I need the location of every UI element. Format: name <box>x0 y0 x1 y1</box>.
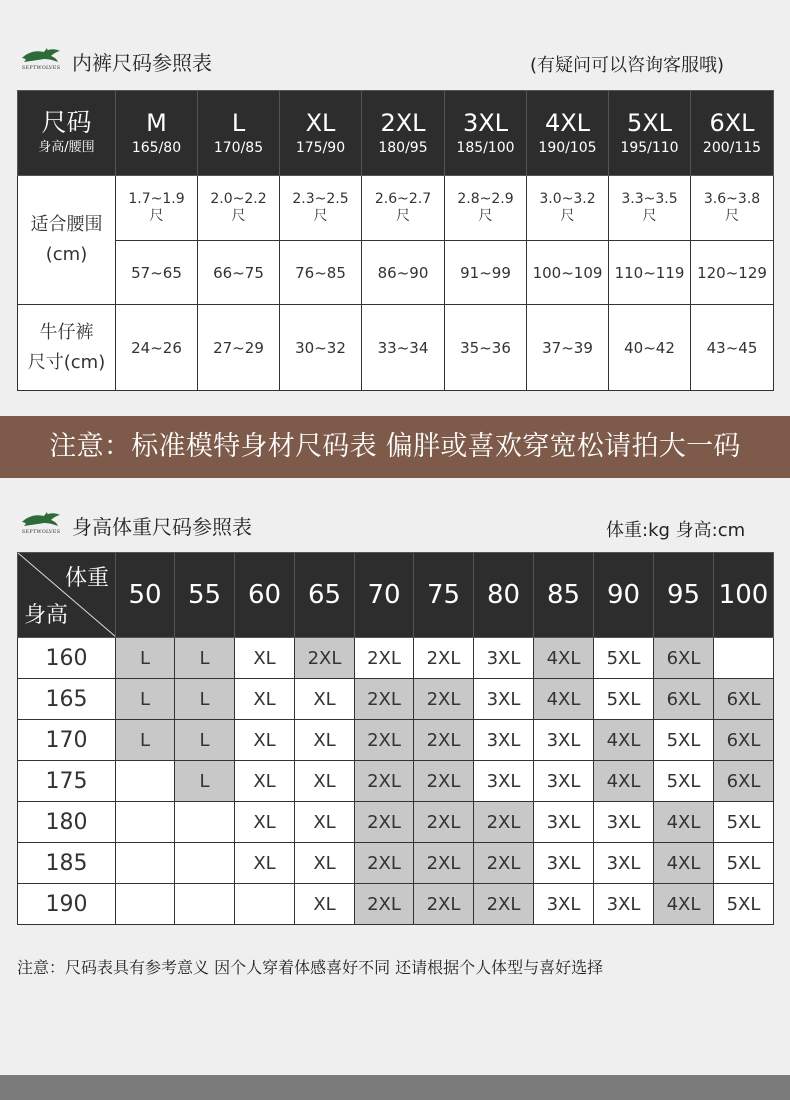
weight-header: 85 <box>534 553 594 638</box>
height-cell: 160 <box>18 638 116 679</box>
table-row <box>18 802 774 843</box>
size-cell: XL <box>235 761 295 802</box>
size-sub-label: 身高/腰围 <box>38 140 95 155</box>
waist-cm-cell: 57~65 <box>116 241 198 305</box>
size-cell: XL <box>235 720 295 761</box>
height-cell: 180 <box>18 802 116 843</box>
size-spec: 200/115 <box>702 140 762 156</box>
size-cell: 4XL <box>534 679 594 720</box>
size-spec: 195/110 <box>620 140 679 156</box>
size-cell: 2XL <box>414 720 474 761</box>
size-cell: 2XL <box>295 638 355 679</box>
waist-chi-cell: 3.3~3.5 尺 <box>609 176 691 241</box>
waist-cm-cell: 76~85 <box>280 241 362 305</box>
table-row <box>18 761 774 802</box>
size-cell: 2XL <box>474 802 534 843</box>
jeans-cell: 24~26 <box>116 305 198 391</box>
size-cell <box>714 638 774 679</box>
size-header <box>198 91 280 176</box>
size-header <box>116 91 198 176</box>
waist-label: 适合腰围 <box>30 214 103 235</box>
size-cell: XL <box>235 638 295 679</box>
wolf-logo-icon <box>18 510 64 530</box>
size-cell: L <box>175 638 235 679</box>
size-cell: 3XL <box>474 720 534 761</box>
size-cell <box>175 884 235 925</box>
size-cell: XL <box>295 720 355 761</box>
size-cell: 5XL <box>714 802 774 843</box>
waist-cm-cell: 100~109 <box>527 241 609 305</box>
service-note: (有疑问可以咨询客服哦) <box>530 55 725 76</box>
brand-name: SEPTWOLVES <box>21 529 61 535</box>
table-row <box>18 176 774 241</box>
size-cell: 2XL <box>355 638 414 679</box>
height-cell: 190 <box>18 884 116 925</box>
size-cell: 4XL <box>654 843 714 884</box>
brand-name: SEPTWOLVES <box>21 65 61 71</box>
notice-banner: 注意：标准模特身材尺码表 偏胖或喜欢穿宽松请拍大一码 <box>0 416 790 478</box>
size-header <box>362 91 445 176</box>
size-cell: 5XL <box>654 720 714 761</box>
size-cell: 5XL <box>714 884 774 925</box>
height-cell: 170 <box>18 720 116 761</box>
weight-label: 体重 <box>64 566 109 591</box>
table-row <box>18 241 774 305</box>
size-cell: 5XL <box>594 638 654 679</box>
size-cell: 2XL <box>355 679 414 720</box>
waist-cm-cell: 66~75 <box>198 241 280 305</box>
size-name: 4XL <box>544 109 591 137</box>
size-cell <box>116 843 175 884</box>
weight-header: 75 <box>414 553 474 638</box>
waist-cm-cell: 86~90 <box>362 241 445 305</box>
size-cell: 3XL <box>594 843 654 884</box>
size-cell: 6XL <box>654 638 714 679</box>
section-title: 身高体重尺码参照表 <box>72 515 252 539</box>
wolf-logo-icon <box>18 46 64 66</box>
size-cell: 3XL <box>534 761 594 802</box>
size-header <box>280 91 362 176</box>
underwear-size-table <box>17 90 774 391</box>
table-row <box>18 884 774 925</box>
size-name: L <box>231 109 246 137</box>
size-cell: L <box>116 720 175 761</box>
height-weight-table <box>17 552 774 925</box>
size-cell: XL <box>295 761 355 802</box>
header-corner <box>18 553 116 638</box>
size-cell: XL <box>295 679 355 720</box>
size-cell: 3XL <box>474 638 534 679</box>
size-cell: 3XL <box>534 884 594 925</box>
size-cell: XL <box>295 843 355 884</box>
size-spec: 180/95 <box>378 140 428 156</box>
size-cell: L <box>175 720 235 761</box>
jeans-cell: 27~29 <box>198 305 280 391</box>
waist-chi-cell: 1.7~1.9 尺 <box>116 176 198 241</box>
waist-cm-cell: 110~119 <box>609 241 691 305</box>
table-row <box>18 720 774 761</box>
size-name: M <box>146 109 167 137</box>
size-cell: 2XL <box>355 884 414 925</box>
size-cell: 4XL <box>534 638 594 679</box>
size-cell: 2XL <box>414 843 474 884</box>
size-cell: 6XL <box>654 679 714 720</box>
waist-cm-cell: 91~99 <box>445 241 527 305</box>
weight-header: 70 <box>355 553 414 638</box>
table-header-row <box>18 553 774 638</box>
size-header <box>691 91 774 176</box>
size-cell: 3XL <box>534 720 594 761</box>
size-cell: 4XL <box>594 761 654 802</box>
weight-header: 55 <box>175 553 235 638</box>
waist-row-label <box>18 176 116 305</box>
jeans-cell: 35~36 <box>445 305 527 391</box>
size-cell: 6XL <box>714 679 774 720</box>
size-cell: XL <box>235 802 295 843</box>
size-cell: 6XL <box>714 720 774 761</box>
size-spec: 165/80 <box>131 140 182 156</box>
size-cell: 3XL <box>594 884 654 925</box>
table-row <box>18 305 774 391</box>
size-cell: 2XL <box>355 843 414 884</box>
size-cell: 4XL <box>654 884 714 925</box>
waist-chi-cell: 2.6~2.7 尺 <box>362 176 445 241</box>
size-cell: XL <box>295 884 355 925</box>
section-title: 内裤尺码参照表 <box>72 51 212 75</box>
table-row <box>18 679 774 720</box>
size-name: XL <box>305 109 336 137</box>
size-cell <box>116 761 175 802</box>
table-row <box>18 843 774 884</box>
size-cell <box>175 802 235 843</box>
weight-header: 80 <box>474 553 534 638</box>
size-spec: 185/100 <box>456 140 515 156</box>
height-label: 身高 <box>24 603 69 628</box>
weight-header: 100 <box>714 553 774 638</box>
size-name: 3XL <box>462 109 509 137</box>
size-cell: 3XL <box>534 843 594 884</box>
size-cell: 2XL <box>414 679 474 720</box>
size-cell: 2XL <box>414 638 474 679</box>
waist-chi-cell: 3.6~3.8 尺 <box>691 176 774 241</box>
size-cell: 3XL <box>474 679 534 720</box>
size-cell: XL <box>235 679 295 720</box>
jeans-label: 牛仔裤 <box>39 321 94 343</box>
table-row <box>18 638 774 679</box>
brand-logo <box>18 510 64 536</box>
size-name: 6XL <box>709 109 755 137</box>
size-cell: L <box>116 638 175 679</box>
size-name: 2XL <box>380 109 426 137</box>
weight-header: 95 <box>654 553 714 638</box>
size-cell: L <box>116 679 175 720</box>
size-cell <box>116 884 175 925</box>
jeans-cell: 30~32 <box>280 305 362 391</box>
size-cell: 2XL <box>355 802 414 843</box>
size-cell: 3XL <box>594 802 654 843</box>
size-cell: 6XL <box>714 761 774 802</box>
jeans-cell: 43~45 <box>691 305 774 391</box>
size-header <box>527 91 609 176</box>
height-cell: 165 <box>18 679 116 720</box>
size-cell: 2XL <box>414 884 474 925</box>
size-cell: 2XL <box>414 802 474 843</box>
weight-header: 50 <box>116 553 175 638</box>
weight-header: 60 <box>235 553 295 638</box>
size-cell: 4XL <box>594 720 654 761</box>
size-cell: 5XL <box>594 679 654 720</box>
size-cell: 2XL <box>414 761 474 802</box>
jeans-unit: 尺寸(cm) <box>27 351 106 373</box>
size-cell: 5XL <box>654 761 714 802</box>
footer-bar <box>0 1075 790 1100</box>
size-spec: 190/105 <box>538 140 597 156</box>
size-cell: L <box>175 679 235 720</box>
waist-unit: (cm) <box>45 244 88 265</box>
size-name: 5XL <box>626 109 673 137</box>
height-cell: 185 <box>18 843 116 884</box>
waist-cm-cell: 120~129 <box>691 241 774 305</box>
jeans-cell: 33~34 <box>362 305 445 391</box>
size-cell <box>116 802 175 843</box>
height-cell: 175 <box>18 761 116 802</box>
size-spec: 175/90 <box>295 140 346 156</box>
size-header <box>609 91 691 176</box>
size-label: 尺码 <box>41 108 92 137</box>
size-cell: 5XL <box>714 843 774 884</box>
size-spec: 170/85 <box>213 140 264 156</box>
waist-chi-cell: 2.0~2.2 尺 <box>198 176 280 241</box>
size-cell <box>235 884 295 925</box>
waist-chi-cell: 2.3~2.5 尺 <box>280 176 362 241</box>
size-cell: 3XL <box>474 761 534 802</box>
waist-chi-cell: 3.0~3.2 尺 <box>527 176 609 241</box>
jeans-cell: 37~39 <box>527 305 609 391</box>
size-cell: 2XL <box>474 843 534 884</box>
jeans-row-label <box>18 305 116 391</box>
weight-header: 65 <box>295 553 355 638</box>
brand-logo <box>18 46 64 72</box>
size-cell: XL <box>295 802 355 843</box>
size-cell: 2XL <box>474 884 534 925</box>
size-cell: L <box>175 761 235 802</box>
size-cell: 4XL <box>654 802 714 843</box>
size-cell: 3XL <box>534 802 594 843</box>
jeans-cell: 40~42 <box>609 305 691 391</box>
size-cell: XL <box>235 843 295 884</box>
size-header <box>445 91 527 176</box>
table-header-row <box>18 91 774 176</box>
unit-note: 体重:kg 身高:cm <box>606 520 746 541</box>
size-cell: 2XL <box>355 761 414 802</box>
size-cell: 2XL <box>355 720 414 761</box>
footnote: 注意：尺码表具有参考意义 因个人穿着体感喜好不同 还请根据个人体型与喜好选择 <box>17 958 604 977</box>
header-corner <box>18 91 116 176</box>
weight-header: 90 <box>594 553 654 638</box>
size-cell <box>175 843 235 884</box>
waist-chi-cell: 2.8~2.9 尺 <box>445 176 527 241</box>
